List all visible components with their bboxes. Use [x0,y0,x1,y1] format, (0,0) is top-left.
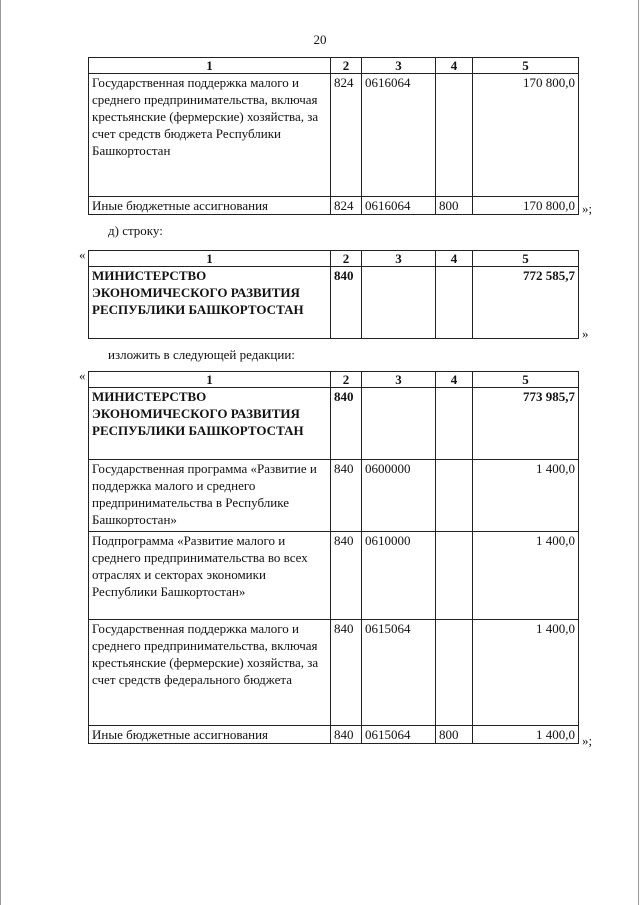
header-col-4: 4 [436,251,473,267]
row-code: 840 [331,532,362,620]
row-target [362,267,436,339]
row-name: Государственная поддержка малого и среднего предпринимательства, включая крестьянские (фермерские) хозяйства, за счет средств федерального бюджета [89,620,331,726]
row-name: Государственная поддержка малого и среднего предпринимательства, включая крестьянские (фермерские) хозяйства, за счет средств бюджета Республики Башкортостан [89,74,331,197]
row-amount: 1 400,0 [473,532,579,620]
row-amount: 1 400,0 [473,726,579,744]
header-col-1: 1 [89,372,331,388]
header-col-5: 5 [473,251,579,267]
table-c-closing-quote: »; [582,733,593,748]
table-a-closing-quote: »; [582,201,593,216]
table-header-row [89,251,579,267]
row-type: 800 [436,726,473,744]
table-row [89,532,579,620]
row-code: 840 [331,388,362,460]
row-target: 0610000 [362,532,436,620]
row-amount: 170 800,0 [473,74,579,197]
table-row [89,267,579,339]
row-target: 0615064 [362,620,436,726]
row-code: 840 [331,267,362,339]
paragraph-d: д) строку: [108,223,163,238]
row-code: 840 [331,620,362,726]
table-b-opening-quote: « [79,247,86,262]
row-code: 824 [331,197,362,215]
header-col-3: 3 [362,251,436,267]
page-number: 20 [313,32,327,47]
header-col-1: 1 [89,58,331,74]
header-col-4: 4 [436,372,473,388]
table-row [89,726,579,744]
row-amount: 170 800,0 [473,197,579,215]
row-target [362,388,436,460]
table-row [89,460,579,532]
row-type [436,460,473,532]
table-header-row [89,372,579,388]
row-target: 0600000 [362,460,436,532]
row-type [436,74,473,197]
row-code: 840 [331,460,362,532]
page-edge-left [0,0,1,905]
header-col-4: 4 [436,58,473,74]
table-b [88,250,579,339]
header-col-1: 1 [89,251,331,267]
row-amount: 1 400,0 [473,460,579,532]
row-type [436,267,473,339]
page-edge-right [638,0,639,905]
row-target: 0615064 [362,726,436,744]
table-row [89,197,579,215]
header-col-5: 5 [473,58,579,74]
header-col-5: 5 [473,372,579,388]
row-name: Иные бюджетные ассигнования [89,726,331,744]
paragraph-edition: изложить в следующей редакции: [108,347,295,362]
row-type [436,532,473,620]
row-type [436,388,473,460]
table-row [89,388,579,460]
table-header-row [89,58,579,74]
table-row [89,74,579,197]
table-b-closing-quote: » [582,326,589,341]
row-type: 800 [436,197,473,215]
row-type [436,620,473,726]
row-name: МИНИСТЕРСТВО ЭКОНОМИЧЕСКОГО РАЗВИТИЯ РЕСПУБЛИКИ БАШКОРТОСТАН [89,388,331,460]
table-row [89,620,579,726]
row-name: Иные бюджетные ассигнования [89,197,331,215]
row-name: МИНИСТЕРСТВО ЭКОНОМИЧЕСКОГО РАЗВИТИЯ РЕСПУБЛИКИ БАШКОРТОСТАН [89,267,331,339]
header-col-2: 2 [331,372,362,388]
header-col-2: 2 [331,251,362,267]
table-a [88,57,579,215]
row-name: Государственная программа «Развитие и поддержка малого и среднего предпринимательства в Республике Башкортостан» [89,460,331,532]
row-code: 840 [331,726,362,744]
header-col-3: 3 [362,372,436,388]
row-amount: 773 985,7 [473,388,579,460]
row-target: 0616064 [362,197,436,215]
row-amount: 772 585,7 [473,267,579,339]
table-c-opening-quote: « [79,368,86,383]
row-amount: 1 400,0 [473,620,579,726]
header-col-3: 3 [362,58,436,74]
table-c [88,371,579,744]
row-target: 0616064 [362,74,436,197]
row-name: Подпрограмма «Развитие малого и среднего предпринимательства во всех отраслях и секторах экономики Республики Башкортостан» [89,532,331,620]
row-code: 824 [331,74,362,197]
header-col-2: 2 [331,58,362,74]
